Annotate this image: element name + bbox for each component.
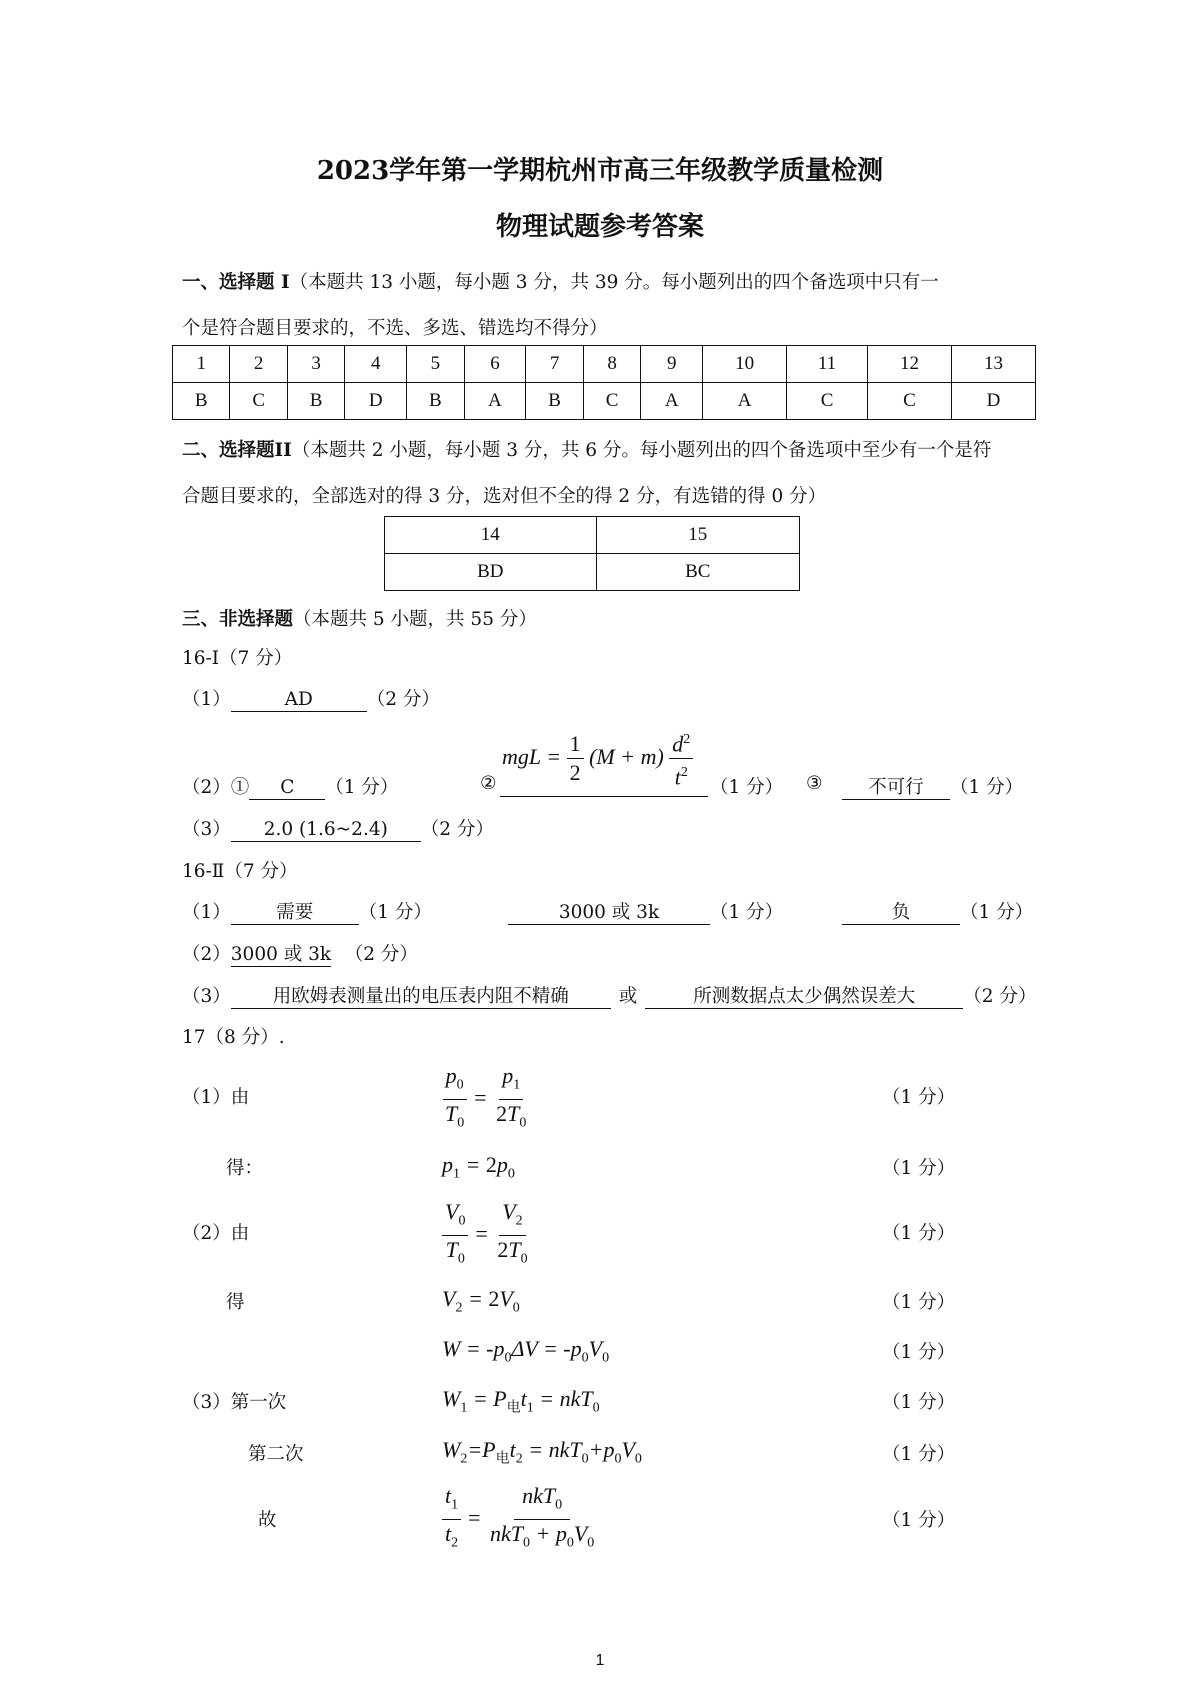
q17-label-6: （3）第一次	[182, 1392, 287, 1413]
score-label: （2 分）	[366, 689, 440, 710]
q16-1-part-1	[182, 685, 440, 712]
answer-cell: B	[287, 383, 344, 420]
answer-table-1-numbers-row	[173, 346, 1036, 383]
answer-blank: 用欧姆表测量出的电压表内阻不精确	[231, 986, 611, 1009]
answer-blank: 不可行	[842, 777, 950, 800]
q17-label-2: 得：	[226, 1158, 264, 1179]
answer-cell: C	[868, 383, 952, 420]
section-1-desc-2: 个是符合题目要求的，不选、多选、错选均不得分）	[182, 318, 608, 339]
question-number-cell: 15	[596, 517, 799, 554]
answer-cell: A	[464, 383, 526, 420]
part-label: （1）	[182, 689, 231, 710]
section-2-intro	[182, 436, 991, 462]
q17-label-8: 故	[258, 1510, 277, 1531]
answer-cell: D	[951, 383, 1035, 420]
answer-blank: 3000 或 3k	[508, 902, 710, 925]
part-label: （3）	[182, 986, 231, 1007]
formula-mass: (M + m)	[589, 743, 664, 769]
q17-eq-4: $V_2 = 2V_0$	[442, 1286, 520, 1316]
q16-2-part-1-2	[508, 898, 783, 925]
part-label: （3）	[182, 819, 231, 840]
score-label: （1 分）	[325, 777, 399, 798]
q16-2-part-1	[182, 898, 432, 925]
question-number-cell: 11	[787, 346, 868, 383]
q17-eq-6: $W_1 = P_电t_1 = nkT_0$	[442, 1386, 600, 1416]
question-number-cell: 8	[583, 346, 640, 383]
answer-blank: AD	[231, 689, 367, 712]
q17-score-4: （1 分）	[882, 1292, 956, 1313]
section-2-desc-2: 合题目要求的，全部选对的得 3 分，选对但不全的得 2 分，有选错的得 0 分）	[182, 486, 827, 507]
answer-table-1	[172, 345, 1036, 420]
question-number-cell: 6	[464, 346, 526, 383]
formula-underline	[500, 796, 708, 797]
question-number-cell: 4	[345, 346, 407, 383]
part-label: （2）	[182, 944, 231, 965]
answer-cell: B	[407, 383, 464, 420]
q17-score-2: （1 分）	[882, 1158, 956, 1179]
q16-1-circle-3: ③	[806, 773, 823, 794]
q17-eq-7: $W_2=P_电t_2 = nkT_0+p_0V_0$	[442, 1437, 642, 1467]
q17-label-1: （1）由	[182, 1087, 250, 1108]
answer-table-2-numbers-row	[385, 517, 800, 554]
or-label: 或	[618, 986, 638, 1007]
q17-score-7: （1 分）	[882, 1444, 956, 1465]
q16-1-circle-2: ②	[480, 773, 497, 794]
q17-eq-3: $\frac{V_0}{T_0}$ = $\frac{V_2}{2T_0}$	[442, 1198, 531, 1274]
half-num: 1	[567, 730, 584, 759]
section-2-desc-1: （本题共 2 小题，每小题 3 分，共 6 分。每小题列出的四个备选项中至少有一个是符	[291, 440, 992, 461]
section-1-desc-1: （本题共 13 小题，每小题 3 分，共 39 分。每小题列出的四个备选项中只有一	[289, 272, 939, 293]
q17-eq-2: $p_1 = 2p_0$	[442, 1152, 515, 1182]
question-number-cell: 3	[287, 346, 344, 383]
question-number-cell: 14	[385, 517, 597, 554]
question-number-cell: 5	[407, 346, 464, 383]
score-label: （1 分）	[710, 777, 784, 798]
page-number: 1	[595, 1652, 605, 1669]
half-den: 2	[569, 760, 581, 786]
elec-subscript: 电	[495, 1451, 510, 1467]
q17-score-6: （1 分）	[882, 1392, 956, 1413]
answer-cell: C	[230, 383, 287, 420]
answer-cell: BC	[596, 554, 799, 591]
section-2-heading: 二、选择题II	[182, 440, 292, 461]
question-number-cell: 9	[641, 346, 703, 383]
score-label: （2 分）	[344, 944, 418, 965]
answer-table-1-answers-row	[173, 383, 1036, 420]
answer-cell: BD	[385, 554, 597, 591]
score-label: （1 分）	[710, 902, 784, 923]
answer-cell: B	[526, 383, 583, 420]
d-var: d	[672, 731, 684, 757]
q17-score-3: （1 分）	[882, 1223, 956, 1244]
answer-table-2-answers-row	[385, 554, 800, 591]
q16-2-heading: 16-Ⅱ（7 分）	[182, 861, 298, 882]
formula-lhs: mgL =	[502, 743, 562, 769]
answer-blank: C	[249, 777, 325, 800]
score-label: （2 分）	[963, 986, 1037, 1007]
question-number-cell: 12	[868, 346, 952, 383]
question-number-cell: 2	[230, 346, 287, 383]
question-number-cell: 1	[173, 346, 230, 383]
page-subtitle: 物理试题参考答案	[495, 212, 704, 242]
q17-eq-1: $\frac{p_0}{T_0}$ = $\frac{p_1}{2T_0}$	[442, 1062, 529, 1138]
question-number-cell: 10	[703, 346, 787, 383]
formula-half	[567, 730, 584, 787]
q17-label-4: 得	[226, 1292, 245, 1313]
t-var: t	[674, 764, 681, 790]
q17-label-7: 第二次	[248, 1444, 304, 1465]
d-exp: 2	[683, 732, 691, 747]
t-exp: 2	[680, 765, 688, 781]
q17-label-3: （2）由	[182, 1223, 250, 1244]
answer-cell: B	[173, 383, 230, 420]
answer-cell: A	[703, 383, 787, 420]
question-number-cell: 7	[526, 346, 583, 383]
answer-blank: 所测数据点太少偶然误差大	[645, 986, 963, 1009]
section-3-intro	[182, 605, 537, 631]
answer-cell: C	[583, 383, 640, 420]
section-3-heading: 三、非选择题	[182, 609, 294, 630]
question-number-cell: 13	[951, 346, 1035, 383]
elec-subscript: 电	[506, 1400, 521, 1416]
q16-1-part-3	[182, 815, 494, 842]
section-3-desc: （本题共 5 小题，共 55 分）	[293, 609, 537, 630]
score-label: （1 分）	[358, 902, 432, 923]
section-1-intro	[182, 268, 939, 294]
q16-1-part-2	[182, 773, 398, 800]
answer-blank: 3000 或 3k	[230, 944, 332, 965]
answer-cell: A	[641, 383, 703, 420]
score-label: （1 分）	[960, 902, 1034, 923]
q17-eq-5: $W = -p_0\Delta V = -p_0V_0$	[442, 1336, 610, 1366]
energy-formula	[502, 726, 693, 792]
q17-score-1: （1 分）	[882, 1087, 956, 1108]
part-label: （2）①	[182, 777, 250, 798]
q16-2-part-3	[182, 982, 1036, 1009]
answer-table-2	[384, 516, 800, 591]
section-1-heading: 一、选择题 I	[182, 272, 290, 293]
q16-2-part-1-3	[842, 898, 1033, 925]
score-label: （1 分）	[950, 777, 1024, 798]
q17-score-8: （1 分）	[882, 1510, 956, 1531]
part-label: （1）	[182, 902, 231, 923]
q17-heading: 17（8 分）.	[182, 1027, 285, 1048]
formula-d-over-t	[669, 726, 693, 792]
answer-cell: D	[345, 383, 407, 420]
answer-blank: 2.0 (1.6~2.4)	[231, 819, 421, 842]
q16-2-part-2	[182, 940, 418, 967]
q17-eq-8: $\frac{t_1}{t_2}$ = $\frac{nkT_0}{nkT_0 + p_0V_0}$	[442, 1482, 597, 1558]
answer-blank: 负	[842, 902, 960, 925]
score-label: （2 分）	[420, 819, 494, 840]
q16-1-heading: 16-I（7 分）	[182, 648, 293, 669]
answer-cell: C	[787, 383, 868, 420]
answer-blank: 需要	[231, 902, 359, 925]
q17-score-5: （1 分）	[882, 1342, 956, 1363]
page-title: 2023学年第一学期杭州市高三年级教学质量检测	[316, 156, 884, 186]
q16-1-part-2-3	[842, 773, 1023, 800]
